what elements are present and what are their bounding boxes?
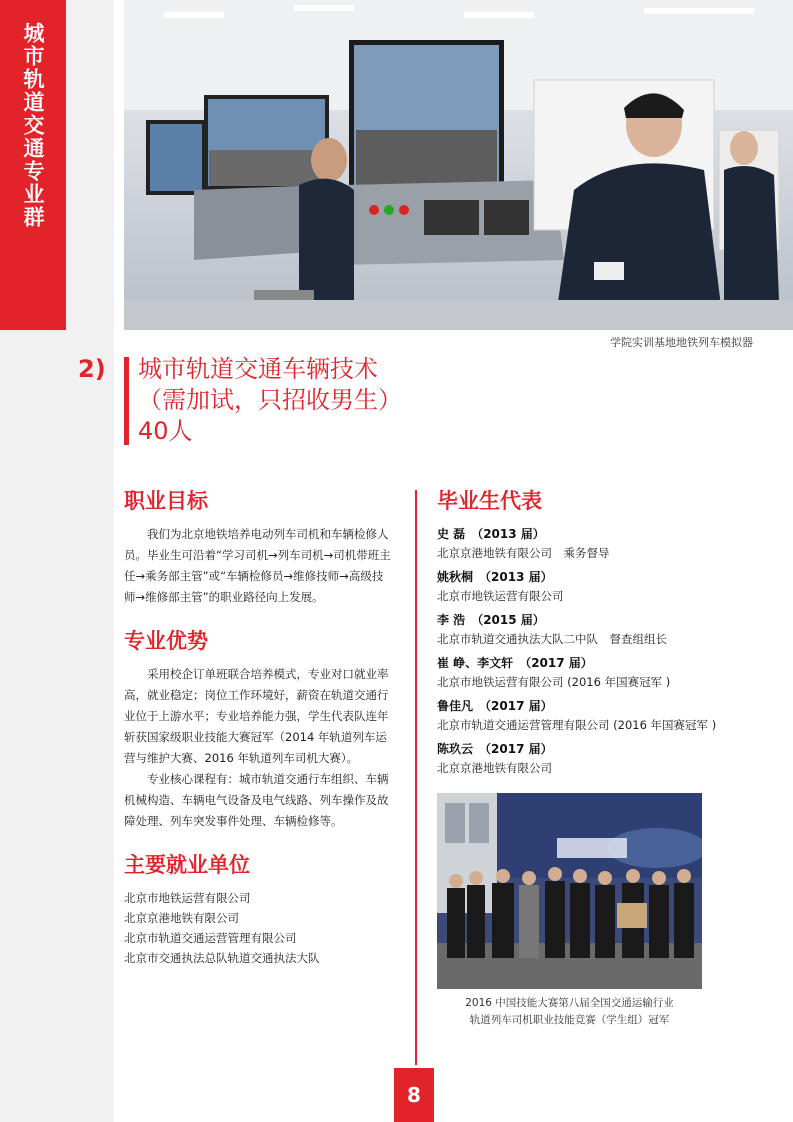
award-photo-caption: [437, 995, 702, 1029]
graduates-heading: 毕业生代表: [437, 489, 542, 513]
graduate-name: 姚秋桐: [437, 570, 474, 584]
graduate-year: （2017 届）: [479, 699, 553, 713]
award-caption-line2: 轨道列车司机职业技能竞赛（学生组）冠军: [469, 1014, 670, 1026]
graduate-name: 李 浩: [437, 613, 466, 627]
list-item: 北京京港地铁有限公司: [124, 911, 239, 925]
section-title-line1: 城市轨道交通车辆技术: [138, 355, 378, 383]
graduate-entry: [437, 610, 737, 649]
graduate-entry: [437, 567, 737, 606]
simulator-illustration: [124, 0, 793, 330]
column-divider: [415, 490, 417, 1065]
graduate-entry: [437, 696, 737, 735]
award-caption-line1: 2016 中国技能大赛第八届全国交通运输行业: [465, 997, 674, 1009]
graduate-detail: 北京京港地铁有限公司 乘务督导: [437, 546, 610, 560]
graduate-name: 陈玖云: [437, 742, 474, 756]
graduate-year: （2017 届）: [519, 656, 593, 670]
side-category-label: 城市轨道交通专业群: [21, 22, 45, 229]
award-ceremony-illustration: [437, 793, 702, 989]
left-column: [124, 486, 394, 968]
graduate-detail: 北京市地铁运营有限公司 (2016 年国赛冠军 ): [437, 675, 671, 689]
graduate-name: 鲁佳凡: [437, 699, 474, 713]
award-ceremony-photo: [437, 793, 702, 989]
graduate-detail: 北京市轨道交通运营管理有限公司 (2016 年国赛冠军 ): [437, 718, 717, 732]
right-column: [437, 486, 737, 782]
section-number: 2): [78, 355, 106, 383]
page-number: 8: [394, 1068, 434, 1122]
photo-caption: 学院实训基地地铁列车模拟器: [610, 336, 753, 349]
list-item: 北京市轨道交通运营管理有限公司: [124, 931, 297, 945]
graduate-name: 史 磊: [437, 527, 466, 541]
side-category-tab: [0, 0, 66, 330]
graduate-detail: 北京市轨道交通执法大队二中队 督查组组长: [437, 632, 667, 646]
graduate-year: （2017 届）: [479, 742, 553, 756]
graduate-year: （2015 届）: [471, 613, 545, 627]
graduate-year: （2013 届）: [479, 570, 553, 584]
title-accent-bar: [124, 357, 129, 445]
employers-heading: 主要就业单位: [124, 853, 250, 877]
section-title: [138, 354, 402, 447]
list-item: 北京市交通执法总队轨道交通执法大队: [124, 951, 320, 965]
career-heading: 职业目标: [124, 489, 208, 513]
simulator-photo: [124, 0, 793, 330]
graduate-entry: [437, 524, 737, 563]
advantage-text: 采用校企订单班联合培养模式，专业对口就业率高，就业稳定；岗位工作环境好，薪资在轨道交通行业位于上游水平；专业培养能力强，学生代表队连年斩获国家级职业技能大赛冠军（2014 年轨道列车运营与维护大赛、2016 年轨道列车司机大赛）。: [124, 667, 389, 765]
graduate-name: 崔 峥、李文轩: [437, 656, 514, 670]
employer-list: [124, 888, 394, 968]
list-item: 北京市地铁运营有限公司: [124, 891, 251, 905]
graduate-entry: [437, 653, 737, 692]
section-title-line3: 40人: [138, 417, 193, 445]
section-title-line2: （需加试，只招收男生）: [138, 386, 402, 414]
graduate-detail: 北京市地铁运营有限公司: [437, 589, 564, 603]
core-courses-text: 专业核心课程有：城市轨道交通行车组织、车辆机械构造、车辆电气设备及电气线路、列车操作及故障处理、列车突发事件处理、车辆检修等。: [124, 772, 389, 828]
graduate-year: （2013 届）: [471, 527, 545, 541]
graduate-detail: 北京京港地铁有限公司: [437, 761, 552, 775]
career-text: 我们为北京地铁培养电动列车司机和车辆检修人员。毕业生可沿着“学习司机→列车司机→司机带班主任→乘务部主管”或“车辆检修员→维修技师→高级技师→维修部主管”的职业路径向上发展。: [124, 527, 391, 604]
advantage-heading: 专业优势: [124, 629, 208, 653]
graduate-entry: [437, 739, 737, 778]
